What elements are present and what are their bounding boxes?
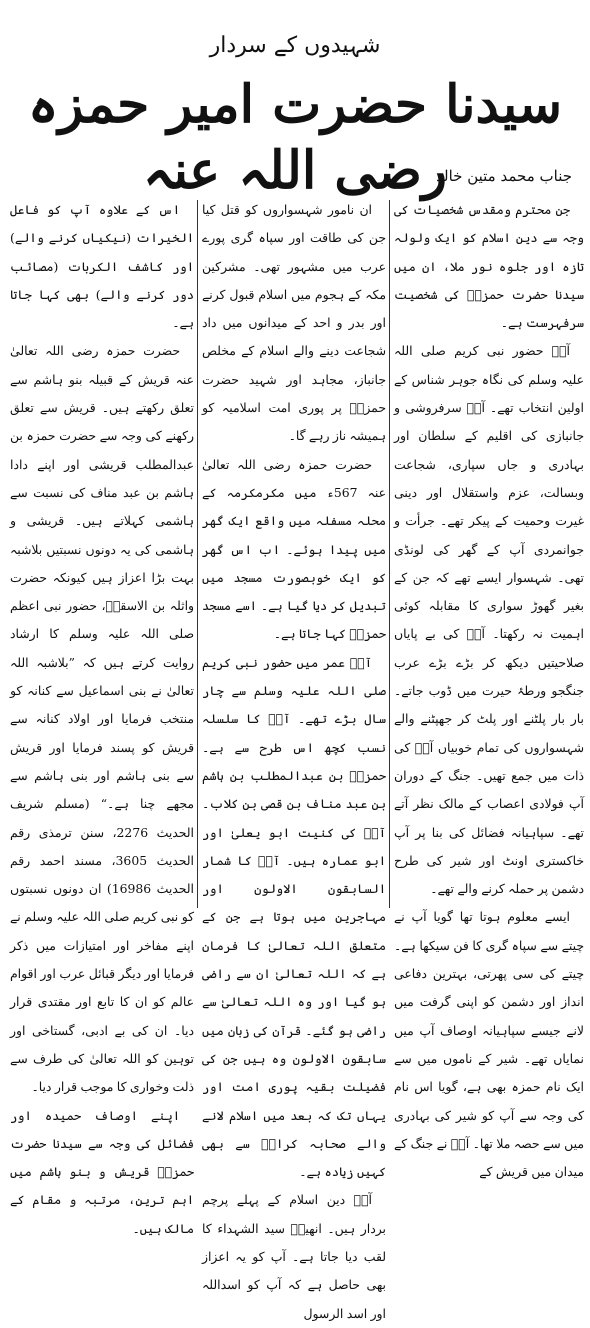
- paragraph: ان نامور شہسواروں کو قتل کیا جن کی طاقت اور سپاہ گری پورے عرب میں مشہور تھی۔ مشرکین مکہ کے ہجوم میں اسلام قبول کرنے اور بدر و احد کے میدانوں میں داد شجاعت دینے والے اسلام کے مخلص جانباز، مجاہد اور شہید حضرت حمزہؓ پر پوری امت اسلامیہ کو ہمیشہ ناز رہے گا۔: [202, 202, 386, 444]
- article-headline: سیدنا حضرت امیر حمزہ رضی اللہ عنہ: [27, 74, 563, 201]
- paragraph: آپؓ عمر میں حضور نبی کریم صلی اللہ علیہ وسلم سے چار سال بڑے تھے۔ آپؓ کا سلسلہ نسب کچھ اس طرح سے ہے۔ حمزہؓ بن عبدالمطلب بن ہاشم بن عبد مناف بن قصی بن کلاب۔ آپؓ کی کنیت ابو یعلیٰ اور ابو عمارہ ہیں۔ آپؓ کا شمار السابقون الاولون اور مہاجرین میں ہوتا ہے جن کے متعلق اللہ تعالیٰ کا فرمان ہے کہ اللہ تعالیٰ ان سے راضی ہو گیا اور وہ اللہ تعالیٰ سے راضی ہو گئے۔ قرآن کی زبان میں سابقون الاولون وہ ہیں جن کی فضیلت بقیہ پوری امت اور یہاں تک کہ بعد میں اسلام لانے والے صحابہ کرامؓ سے بھی کہیں زیادہ ہے۔: [202, 654, 386, 1180]
- paragraph: آپؓ دین اسلام کے پہلے پرچم بردار ہیں۔ انھیںؓ سید الشہداء کا لقب دیا جاتا ہے۔ آپ کو یہ اعزاز بھی حاصل ہے کہ آپ کو اسداللہ اور اسد الرسول: [202, 1192, 386, 1321]
- article-byline: جناب محمد متین خالد: [436, 167, 572, 185]
- paragraph: اس کے علاوہ آپ کو فاعل الخیرات (نیکیاں کرنے والے) اور کاشف الکربات (مصائب دور کرنے والے) بھی کہا جاتا ہے۔: [10, 202, 194, 331]
- article-column-1: [394, 196, 584, 1180]
- paragraph: اپنے اوصاف حمیدہ اور فضائل کی وجہ سے سیدنا حضرت حمزہؓ قریش و بنو ہاشم میں اہم ترین، مرتبہ و مقام کے مالک ہیں۔: [10, 1107, 194, 1236]
- paragraph: جن محترم ومقدس شخصیات کی وجہ سے دین اسلام کو ایک ولولہ تازہ اور جلوہ نور ملا، ان میں سیدنا حضرت حمزہؓ کی شخصیت سرفہرست ہے۔: [394, 202, 584, 331]
- paragraph: ایسے معلوم ہوتا تھا گویا آپ نے چیتے سے سپاہ گری کا فن سیکھا ہے۔ چیتے کی سی پھرتی، بہترین دفاعی انداز اور دشمن کو اپنی گرفت میں لانے جیسے سپاہیانہ اوصاف آپ میں نمایاں تھے۔ شیر کے ناموں میں سے ایک نام حمزہ بھی ہے، گویا اس نام کی وجہ سے آپ کو شیر کی بہادری میں سے حصہ ملا تھا۔ آپؓ نے جنگ کے میدان میں قریش کے: [394, 909, 584, 1180]
- paragraph: حضرت حمزہ رضی اللہ تعالیٰ عنہ 567ء میں مکرمکرمہ کے محلہ مسفلہ میں واقع ایک گھر میں پیدا ہوئے۔ اب اس گھر کو ایک خوبصورت مسجد میں تبدیل کر دیا گیا ہے۔ اسے مسجد حمزہؓ کہا جاتا ہے۔: [202, 456, 386, 642]
- paragraph: آپؓ حضور نبی کریم صلی اللہ علیہ وسلم کی نگاہ جوہر شناس کے اولین انتخاب تھے۔ آپؓ سرفروشی و جانبازی کی اقلیم کے سلطان اور بہادری و جاں سپاری، شجاعت وبسالت، عزم واستقلال اور دینی غیرت وحمیت کے پیکر تھے۔ جرأت و جوانمردی آپ کے گھر کی لونڈی تھی۔ شہسوار ایسے تھے کہ جن کے بغیر گھوڑ سواری کا مقابلہ کوئی اہمیت نہ رکھتا۔ آپؓ کی بے پایاں صلاحیتیں دیکھ کر بڑے بڑے عرب جنگجو ورطۂ حیرت میں ڈوب جاتے۔ بار بار پلٹنے اور پلٹ کر جھپٹنے والے شہسواروں کی تمام خوبیاں آپؓ کی ذات میں جمع تھیں۔ جنگ کے دوران آپ فولادی اعصاب کے مالک نظر آتے تھے۔ سپاہیانہ فضائل کی بنا پر آپ خاکستری اونٹ اور شیر کی طرح دشمن پر حملہ کرنے والے تھے۔: [394, 343, 584, 897]
- article-column-3: [10, 196, 195, 1236]
- article-column-2: [202, 196, 386, 1321]
- column-divider: [197, 200, 198, 908]
- article-body: [8, 196, 584, 1321]
- column-divider: [389, 200, 390, 908]
- article-kicker: شہیدوں کے سردار: [209, 33, 381, 58]
- paragraph: حضرت حمزہ رضی اللہ تعالیٰ عنہ قریش کے قبیلہ بنو ہاشم سے تعلق رکھتے ہیں۔ قریش سے تعلق رکھنے کی وجہ سے حضرت حمزہ بن عبدالمطلب قریشی اور اپنے دادا ہاشم بن عبد مناف کی نسبت سے ہاشمی کہلاتے ہیں۔ قریشی و ہاشمی کی یہ دونوں نسبتیں بلاشبہ بہت بڑا اعزاز ہیں کیونکہ حضرت واثلہ بن الاسقعؓ، حضور نبی اعظم صلی اللہ علیہ وسلم کا ارشاد روایت کرتے ہیں کہ ”بلاشبہ اللہ تعالیٰ نے بنی اسماعیل سے کنانہ کو منتخب فرمایا اور اولاد کنانہ سے قریش کو پسند فرمایا اور قریش سے بنی ہاشم اور بنی ہاشم سے مجھے چنا ہے۔“ (مسلم شریف الحدیث 2276، سنن ترمذی رقم الحدیث 3605، مسند احمد رقم الحدیث 16986) ان دونوں نسبتوں کو نبی کریم صلی اللہ علیہ وسلم نے اپنے مفاخر اور امتیازات میں ذکر فرمایا اور دیگر قبائل عرب اور اقوام عالم کو ان کا تابع اور مقتدی قرار دیا۔ ان کی بے ادبی، گستاخی اور توہین کو اللہ تعالیٰ کی طرف سے ذلت وخواری کا موجب قرار دیا۔: [10, 343, 195, 1095]
